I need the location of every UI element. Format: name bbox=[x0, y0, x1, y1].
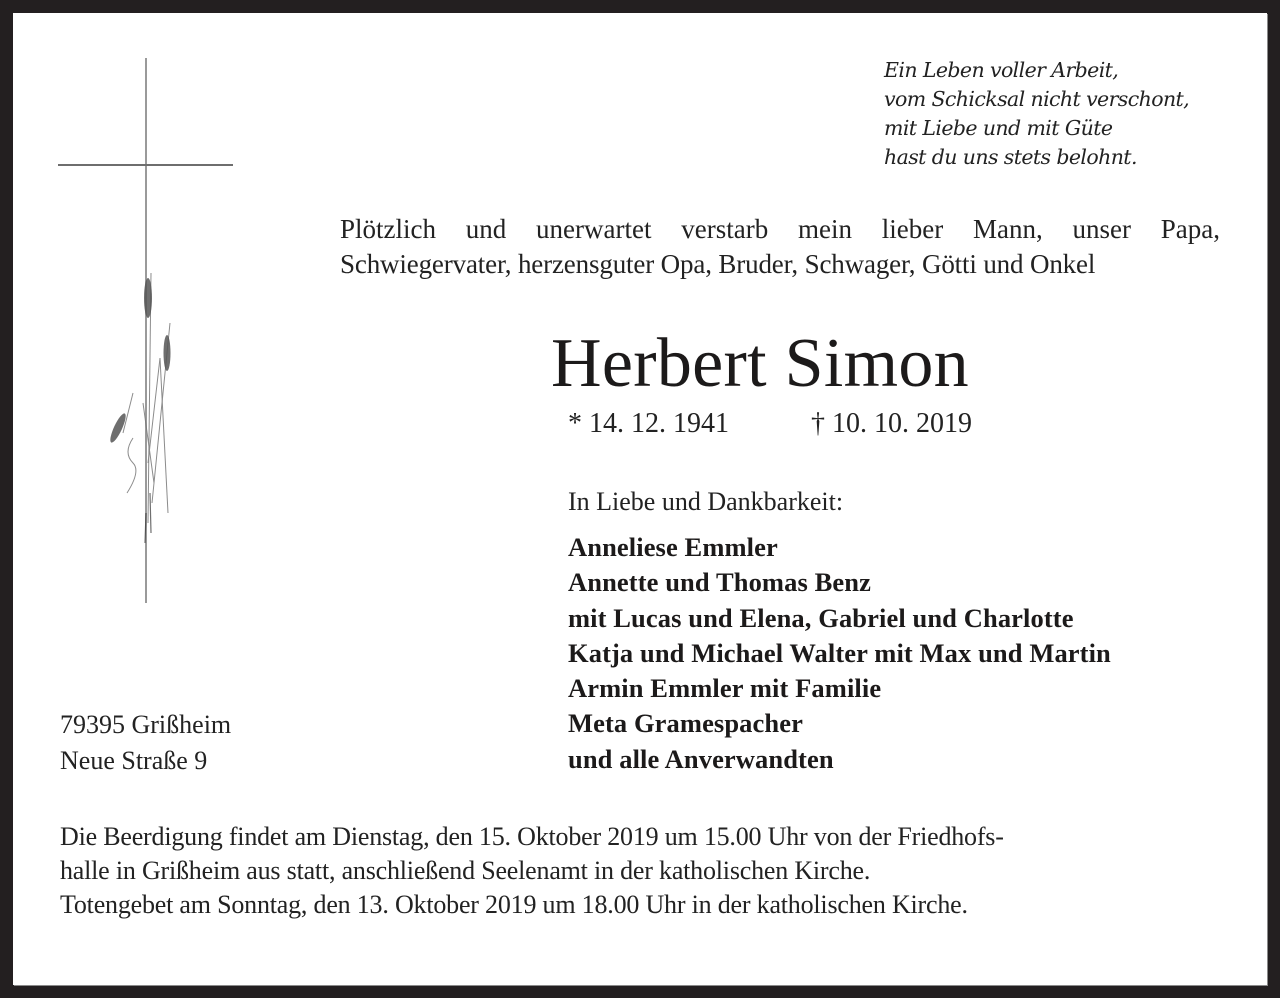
intro-word: Mann, bbox=[972, 214, 1043, 244]
intro-word: mein bbox=[797, 214, 852, 244]
cross-horizontal-bar bbox=[58, 164, 233, 166]
intro-line-1 bbox=[340, 212, 1220, 247]
death-date: † 10. 10. 2019 bbox=[811, 408, 972, 439]
mourner-line: Meta Gramespacher bbox=[568, 708, 803, 739]
intro-word: unser bbox=[1072, 214, 1131, 244]
poem-line: hast du uns stets belohnt. bbox=[884, 145, 1137, 169]
mourner-line: Annette und Thomas Benz bbox=[568, 567, 871, 598]
poem-line: vom Schicksal nicht verschont, bbox=[884, 87, 1190, 111]
poem-line: Ein Leben voller Arbeit, bbox=[884, 58, 1119, 82]
obituary-card bbox=[13, 13, 1267, 985]
mourner-line: Anneliese Emmler bbox=[568, 532, 778, 562]
intro-text bbox=[340, 212, 1220, 282]
mourner-line: Katja und Michael Walter mit Max und Martin bbox=[568, 637, 1111, 668]
funeral-notice bbox=[60, 820, 1220, 922]
address-city: 79395 Grißheim bbox=[60, 710, 232, 739]
intro-word: unerwartet bbox=[536, 214, 652, 244]
mourner-line: mit Lucas und Elena, Gabriel und Charlotte bbox=[568, 602, 1074, 633]
deceased-name: Herbert Simon bbox=[551, 325, 969, 402]
notice-line: Die Beerdigung findet am Dienstag, den 15. Oktober 2019 um 15.00 Uhr von der Friedhofs- bbox=[60, 822, 1004, 851]
life-dates bbox=[568, 407, 972, 441]
address-street: Neue Straße 9 bbox=[60, 746, 208, 775]
intro-word: Plötzlich bbox=[340, 214, 436, 244]
mourner-line: Armin Emmler mit Familie bbox=[568, 673, 882, 704]
intro-word: und bbox=[465, 214, 507, 244]
intro-line-2: Schwiegervater, herzensguter Opa, Bruder, Schwager, Götti und Onkel bbox=[340, 249, 1096, 279]
notice-line: Totengebet am Sonntag, den 13. Oktober 2019 um 18.00 Uhr in der katholischen Kirche. bbox=[60, 890, 968, 919]
intro-word: Papa, bbox=[1160, 214, 1220, 244]
mourners-intro: In Liebe und Dankbarkeit: bbox=[568, 487, 844, 516]
mourners-list bbox=[568, 530, 1111, 777]
address bbox=[60, 707, 231, 779]
poem-line: mit Liebe und mit Güte bbox=[884, 116, 1113, 140]
birth-date: * 14. 12. 1941 bbox=[568, 408, 729, 439]
poem bbox=[884, 56, 1189, 172]
mourner-line: und alle Anverwandten bbox=[568, 743, 834, 774]
notice-line: halle in Grißheim aus statt, anschließend Seelenamt in der katholischen Kirche. bbox=[60, 856, 871, 885]
wheat-icon bbox=[88, 253, 198, 553]
intro-word: verstarb bbox=[681, 214, 769, 244]
intro-word: lieber bbox=[881, 214, 944, 244]
